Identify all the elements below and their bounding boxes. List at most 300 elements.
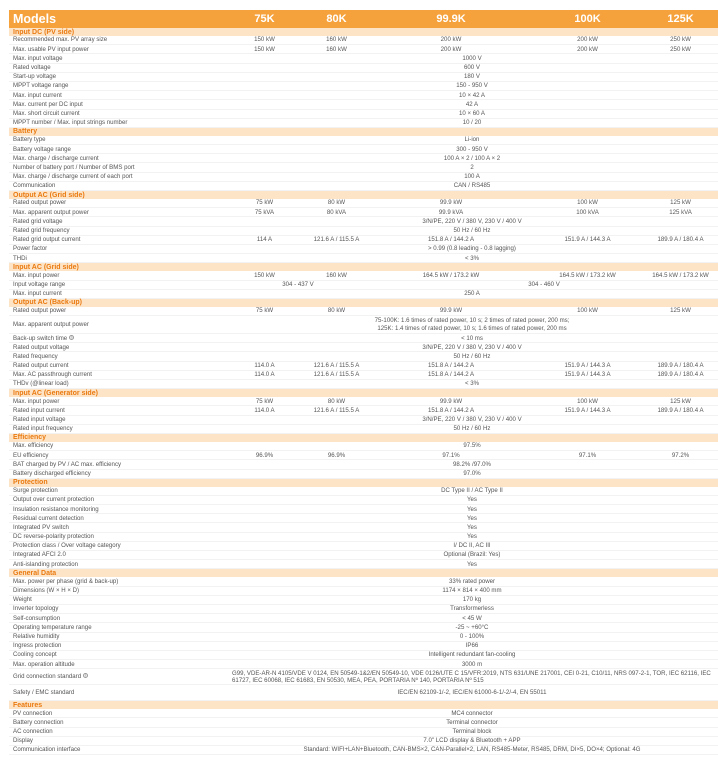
spec-label [9, 532, 226, 541]
spec-label-text: Rated frequency [13, 352, 58, 360]
spec-value: 50 Hz / 60 Hz [226, 352, 718, 361]
spec-label-text: Display [13, 737, 33, 745]
spec-label-text: Cooling concept [13, 651, 57, 659]
spec-value: 150 kW [226, 271, 303, 280]
spec-value: 250 kW [643, 45, 718, 54]
spec-label-text: Max. usable PV input power [13, 45, 89, 53]
spec-label-text: Inverter topology [13, 605, 59, 613]
spec-value: 189.9 A / 180.4 A [643, 370, 718, 379]
spec-label [9, 424, 226, 433]
spec-row [9, 442, 718, 451]
spec-row [9, 560, 718, 569]
spec-label [9, 91, 226, 100]
spec-label [9, 415, 226, 424]
section-title: General Data [9, 569, 718, 578]
spec-value: Yes [226, 514, 718, 523]
spec-row [9, 641, 718, 650]
spec-value: < 3% [226, 380, 718, 389]
spec-label [9, 63, 226, 72]
spec-value: 100 kW [532, 397, 643, 406]
spec-label-text: Max. power per phase (grid & back-up) [13, 577, 119, 585]
spec-value: 151.9 A / 144.3 A [532, 361, 643, 370]
spec-label-text: Surge protection [13, 487, 58, 495]
spec-label [9, 487, 226, 496]
section-title: Efficiency [9, 433, 718, 442]
spec-label-text: Battery discharged efficiency [13, 469, 91, 477]
spec-value: 151.9 A / 144.3 A [532, 406, 643, 415]
spec-label-text: THDi [13, 254, 27, 262]
spec-value: 2 [226, 163, 718, 172]
spec-value: 97.1% [370, 451, 532, 460]
spec-label [9, 154, 226, 163]
spec-label-text: Residual current detection [13, 514, 84, 522]
spec-label-text: THDv (@linear load) [13, 380, 69, 388]
spec-row [9, 614, 718, 623]
spec-value: 100 kW [532, 307, 643, 316]
spec-label-text: Rated input voltage [13, 416, 66, 424]
spec-value: 99.9 kW [370, 307, 532, 316]
spec-row [9, 280, 718, 289]
model-75k: 75K [226, 10, 303, 28]
spec-row [9, 91, 718, 100]
spec-label-text: Grid connection standard [13, 673, 82, 681]
spec-label [9, 81, 226, 90]
spec-value: 1000 V [226, 54, 718, 63]
spec-row [9, 316, 718, 334]
section-header [9, 701, 718, 710]
spec-row [9, 254, 718, 263]
model-80k: 80K [303, 10, 370, 28]
spec-row [9, 154, 718, 163]
spec-value: 151.8 A / 144.2 A [370, 370, 532, 379]
spec-value: 7.0" LCD display & Bluetooth + APP [226, 736, 718, 745]
spec-row [9, 397, 718, 406]
spec-label-text: Ingress protection [13, 642, 62, 650]
spec-label [9, 136, 226, 145]
spec-value: 170 kg [226, 595, 718, 604]
spec-value: Terminal block [226, 727, 718, 736]
spec-value: MC4 connector [226, 709, 718, 718]
section-header [9, 127, 718, 136]
spec-value: 80 kVA [303, 208, 370, 217]
model-125k: 125K [643, 10, 718, 28]
spec-value: 125 kW [643, 199, 718, 208]
spec-label [9, 718, 226, 727]
spec-label-text: Safety / EMC standard [13, 689, 75, 697]
spec-value: 300 - 950 V [226, 145, 718, 154]
spec-row [9, 163, 718, 172]
spec-value: 121.6 A / 115.5 A [303, 370, 370, 379]
spec-row [9, 718, 718, 727]
spec-label [9, 118, 226, 127]
spec-row [9, 669, 718, 685]
spec-value: 125 kVA [643, 208, 718, 217]
spec-value: 164.5 kW / 173.2 kW [370, 271, 532, 280]
spec-value: 121.6 A / 115.5 A [303, 406, 370, 415]
spec-value: 75 kW [226, 397, 303, 406]
spec-label [9, 45, 226, 54]
spec-value: 3/N/PE, 220 V / 380 V, 230 V / 400 V [226, 343, 718, 352]
spec-row [9, 495, 718, 504]
spec-label-text: Input voltage range [13, 280, 66, 288]
spec-value: 250 A [226, 289, 718, 298]
spec-value: 99.9 kW [370, 199, 532, 208]
spec-row [9, 334, 718, 343]
spec-label-text: Rated output power [13, 307, 67, 315]
spec-label [9, 352, 226, 361]
spec-label-text: Max. current per DC input [13, 100, 83, 108]
spec-value: 164.5 kW / 173.2 kW [643, 271, 718, 280]
spec-label [9, 72, 226, 81]
spec-value: Yes [226, 560, 718, 569]
section-title: Output AC (Grid side) [9, 191, 718, 200]
spec-value: < 45 W [226, 614, 718, 623]
spec-body [9, 28, 718, 755]
spec-label [9, 709, 226, 718]
spec-label-text: Power factor [13, 245, 48, 253]
section-header [9, 191, 718, 200]
spec-label-text: Weight [13, 596, 32, 604]
spec-label-text: Battery type [13, 136, 46, 144]
spec-value: 121.6 A / 115.5 A [303, 235, 370, 244]
spec-label [9, 514, 226, 523]
spec-row [9, 244, 718, 253]
spec-value: 75 kVA [226, 208, 303, 217]
spec-value: 97.5% [226, 442, 718, 451]
spec-label-text: Anti-islanding protection [13, 560, 79, 568]
spec-label-text: Integrated PV switch [13, 523, 69, 531]
spec-label-text: Rated output power [13, 199, 67, 207]
spec-label-text: Max. input current [13, 290, 62, 298]
spec-row [9, 523, 718, 532]
spec-label-text: MPPT voltage range [13, 82, 69, 90]
spec-row [9, 650, 718, 659]
spec-value: 150 kW [226, 45, 303, 54]
models-header-row [9, 10, 718, 28]
spec-label [9, 208, 226, 217]
spec-value: 98.2% /97.0% [226, 460, 718, 469]
spec-row [9, 604, 718, 613]
spec-value: < 10 ms [226, 334, 718, 343]
spec-row [9, 380, 718, 389]
spec-label [9, 316, 226, 334]
section-title: Input AC (Generator side) [9, 389, 718, 398]
spec-label [9, 505, 226, 514]
spec-label-text: Rated output voltage [13, 343, 70, 351]
spec-label-text: Back-up switch time [13, 334, 68, 342]
spec-value: 151.8 A / 144.2 A [370, 235, 532, 244]
spec-label-text: Integrated AFCI 2.0 [13, 551, 66, 559]
spec-label [9, 307, 226, 316]
spec-label [9, 235, 226, 244]
spec-value: 3/N/PE, 220 V / 380 V, 230 V / 400 V [226, 415, 718, 424]
footnote-icon: ® [70, 335, 73, 340]
section-title: Features [9, 701, 718, 710]
spec-label [9, 199, 226, 208]
models-label: Models [9, 10, 226, 28]
section-header [9, 28, 718, 36]
spec-value: 97.2% [643, 451, 718, 460]
spec-value: Yes [226, 495, 718, 504]
spec-row [9, 551, 718, 560]
spec-value: 125 kW [643, 307, 718, 316]
spec-value: 151.8 A / 144.2 A [370, 406, 532, 415]
spec-label [9, 460, 226, 469]
spec-value: 160 kW [303, 271, 370, 280]
spec-value: IEC/EN 62109-1/-2, IEC/EN 61000-6-1/-2/-4, EN 55011 [226, 685, 718, 701]
spec-label-text: Relative humidity [13, 632, 60, 640]
spec-label [9, 614, 226, 623]
spec-label [9, 746, 226, 755]
spec-label [9, 523, 226, 532]
spec-row [9, 172, 718, 181]
spec-label [9, 109, 226, 118]
spec-value: 3000 m [226, 660, 718, 669]
spec-label-text: Max. AC passthrough current [13, 371, 92, 379]
spec-label-text: Max. input voltage [13, 54, 63, 62]
spec-label [9, 641, 226, 650]
spec-row [9, 217, 718, 226]
spec-value: 50 Hz / 60 Hz [226, 424, 718, 433]
spec-row [9, 532, 718, 541]
section-title: Input DC (PV side) [9, 28, 718, 36]
spec-label-text: Operating temperature range [13, 623, 92, 631]
spec-value: Li-ion [226, 136, 718, 145]
spec-value: 96.9% [303, 451, 370, 460]
spec-value: G99, VDE-AR-N 4105/VDE V 0124, EN 50549-1&2/EN 50549-10, VDE 0126/UTE C 15/VFR:2019, NTS 631/UNE 217001, CEI 0-21, C10/11, NRS 097-2-1, TOR, IEC 62116, IEC 61727, IEC 60068, IEC 61683, EN 50530, MEA, PEA, PORTARIA Nº 140, PORTARIA Nº 515 [226, 669, 718, 685]
spec-value: 200 kW [370, 45, 532, 54]
section-title: Battery [9, 127, 718, 136]
spec-label [9, 54, 226, 63]
section-header [9, 569, 718, 578]
spec-row [9, 370, 718, 379]
spec-label [9, 632, 226, 641]
spec-value: IP66 [226, 641, 718, 650]
spec-label [9, 451, 226, 460]
spec-row [9, 505, 718, 514]
spec-label [9, 495, 226, 504]
spec-value: Yes [226, 505, 718, 514]
spec-value: 114.0 A [226, 361, 303, 370]
spec-label-text: AC connection [13, 728, 53, 736]
spec-value: 80 kW [303, 397, 370, 406]
spec-value: 189.9 A / 180.4 A [643, 235, 718, 244]
section-header [9, 433, 718, 442]
spec-label-text: MPPT number / Max. input strings number [13, 119, 128, 127]
spec-row [9, 541, 718, 550]
spec-row [9, 623, 718, 632]
spec-value: 150 kW [226, 36, 303, 45]
spec-label-text: Self-consumption [13, 614, 61, 622]
spec-value: 180 V [226, 72, 718, 81]
spec-label [9, 727, 226, 736]
section-title: Protection [9, 478, 718, 487]
section-header [9, 298, 718, 307]
spec-table [9, 10, 718, 755]
spec-label [9, 145, 226, 154]
spec-value: 151.9 A / 144.3 A [532, 370, 643, 379]
spec-value: Standard: WIFI+LAN+Bluetooth, CAN-BMS×2, CAN-Parallel×2, LAN, RS485-Meter, RS485, DRM, DI×5, DO×4; Optional: 4G [226, 746, 718, 755]
spec-row [9, 307, 718, 316]
spec-row [9, 289, 718, 298]
spec-value: Yes [226, 523, 718, 532]
spec-value: -25 ~ +60°C [226, 623, 718, 632]
spec-label [9, 289, 226, 298]
spec-value: 304 - 437 V [226, 280, 370, 289]
spec-label-text: Rated output current [13, 362, 69, 370]
spec-row [9, 586, 718, 595]
spec-row [9, 451, 718, 460]
spec-row [9, 72, 718, 81]
spec-label [9, 541, 226, 550]
spec-label [9, 669, 226, 685]
spec-row [9, 727, 718, 736]
spec-label [9, 551, 226, 560]
spec-label-text: Start-up voltage [13, 73, 57, 81]
spec-label [9, 650, 226, 659]
spec-label-text: Max. input current [13, 91, 62, 99]
spec-row [9, 577, 718, 586]
spec-label-text: Rated grid frequency [13, 227, 70, 235]
spec-value-line: 75-100K: 1.6 times of rated power, 10 s; 2 times of rated power, 200 ms; [374, 317, 570, 325]
spec-row [9, 415, 718, 424]
spec-label [9, 406, 226, 415]
spec-row [9, 100, 718, 109]
spec-value: 160 kW [303, 36, 370, 45]
spec-label-text: Output over current protection [13, 496, 94, 504]
spec-label [9, 163, 226, 172]
spec-label-text: Dimensions (W × H × D) [13, 587, 80, 595]
spec-value: Yes [226, 532, 718, 541]
spec-value: 304 - 460 V [370, 280, 718, 289]
spec-row [9, 746, 718, 755]
spec-value: 151.9 A / 144.3 A [532, 235, 643, 244]
spec-value: 3/N/PE, 220 V / 380 V, 230 V / 400 V [226, 217, 718, 226]
spec-value: 200 kW [532, 45, 643, 54]
spec-label-text: Max. short circuit current [13, 109, 80, 117]
spec-label-text: Max. apparent output power [13, 208, 89, 216]
spec-label [9, 370, 226, 379]
spec-label-text: Rated grid voltage [13, 217, 63, 225]
spec-label [9, 36, 226, 45]
spec-label-text: Battery connection [13, 718, 64, 726]
spec-value: 189.9 A / 180.4 A [643, 406, 718, 415]
spec-value: 99.9 kVA [370, 208, 532, 217]
spec-row [9, 63, 718, 72]
spec-row [9, 406, 718, 415]
spec-label [9, 595, 226, 604]
section-header [9, 263, 718, 272]
spec-row [9, 460, 718, 469]
spec-label-text: Battery voltage range [13, 145, 71, 153]
spec-value: 150 - 950 V [226, 81, 718, 90]
spec-label [9, 271, 226, 280]
spec-label-text: Rated voltage [13, 64, 51, 72]
spec-label [9, 280, 226, 289]
spec-label-text: Number of battery port / Number of BMS port [13, 163, 135, 171]
spec-label-text: Protection class / Over voltage category [13, 542, 121, 550]
spec-value: 97.0% [226, 469, 718, 478]
spec-row [9, 660, 718, 669]
spec-row [9, 685, 718, 701]
spec-label-text: Communication interface [13, 746, 81, 754]
spec-label [9, 217, 226, 226]
spec-label-text: Rated input current [13, 406, 65, 414]
spec-label-text: Max. input power [13, 397, 60, 405]
spec-value [226, 316, 718, 334]
spec-value: 189.9 A / 180.4 A [643, 361, 718, 370]
spec-row [9, 352, 718, 361]
spec-value: Optional (Brazil: Yes) [226, 551, 718, 560]
spec-value: 96.9% [226, 451, 303, 460]
spec-value: 100 kVA [532, 208, 643, 217]
spec-row [9, 109, 718, 118]
spec-value: Intelligent redundant fan-cooling [226, 650, 718, 659]
spec-value: 250 kW [643, 36, 718, 45]
spec-value: 100 A × 2 / 100 A × 2 [226, 154, 718, 163]
spec-label-text: Max. efficiency [13, 442, 54, 450]
spec-row [9, 361, 718, 370]
spec-value-line: 125K: 1.4 times of rated power, 10 s; 1.6 times of rated power, 200 ms [377, 324, 567, 332]
section-title: Output AC (Back-up) [9, 298, 718, 307]
spec-value: 50 Hz / 60 Hz [226, 226, 718, 235]
spec-label [9, 560, 226, 569]
spec-row [9, 514, 718, 523]
spec-value: 75 kW [226, 307, 303, 316]
spec-row [9, 595, 718, 604]
spec-value: 114 A [226, 235, 303, 244]
spec-value: 10 × 42 A [226, 91, 718, 100]
spec-row [9, 145, 718, 154]
spec-row [9, 81, 718, 90]
spec-row [9, 271, 718, 280]
spec-label-text: Max. apparent output power [13, 320, 89, 328]
spec-value: 151.8 A / 144.2 A [370, 361, 532, 370]
spec-label-text: Recommended max. PV array size [13, 36, 108, 44]
spec-value: CAN / RS485 [226, 181, 718, 190]
spec-row [9, 118, 718, 127]
spec-label [9, 380, 226, 389]
spec-label [9, 685, 226, 701]
spec-row [9, 736, 718, 745]
spec-label [9, 226, 226, 235]
spec-value: 97.1% [532, 451, 643, 460]
spec-label [9, 660, 226, 669]
spec-value: Terminal connector [226, 718, 718, 727]
spec-row [9, 469, 718, 478]
spec-row [9, 136, 718, 145]
spec-label-text: DC reverse-polarity protection [13, 533, 94, 541]
spec-value: 114.0 A [226, 370, 303, 379]
spec-row [9, 45, 718, 54]
spec-value: 0 - 100% [226, 632, 718, 641]
spec-row [9, 199, 718, 208]
spec-row [9, 424, 718, 433]
spec-value: 33% rated power [226, 577, 718, 586]
spec-value: 80 kW [303, 307, 370, 316]
spec-value: 42 A [226, 100, 718, 109]
spec-label [9, 586, 226, 595]
spec-value: 121.6 A / 115.5 A [303, 361, 370, 370]
spec-label [9, 244, 226, 253]
spec-label [9, 469, 226, 478]
spec-value: 160 kW [303, 45, 370, 54]
spec-label [9, 361, 226, 370]
spec-label-text: EU efficiency [13, 451, 49, 459]
spec-label [9, 334, 226, 343]
spec-label-text: Rated grid output current [13, 236, 81, 244]
spec-value: Transformerless [226, 604, 718, 613]
